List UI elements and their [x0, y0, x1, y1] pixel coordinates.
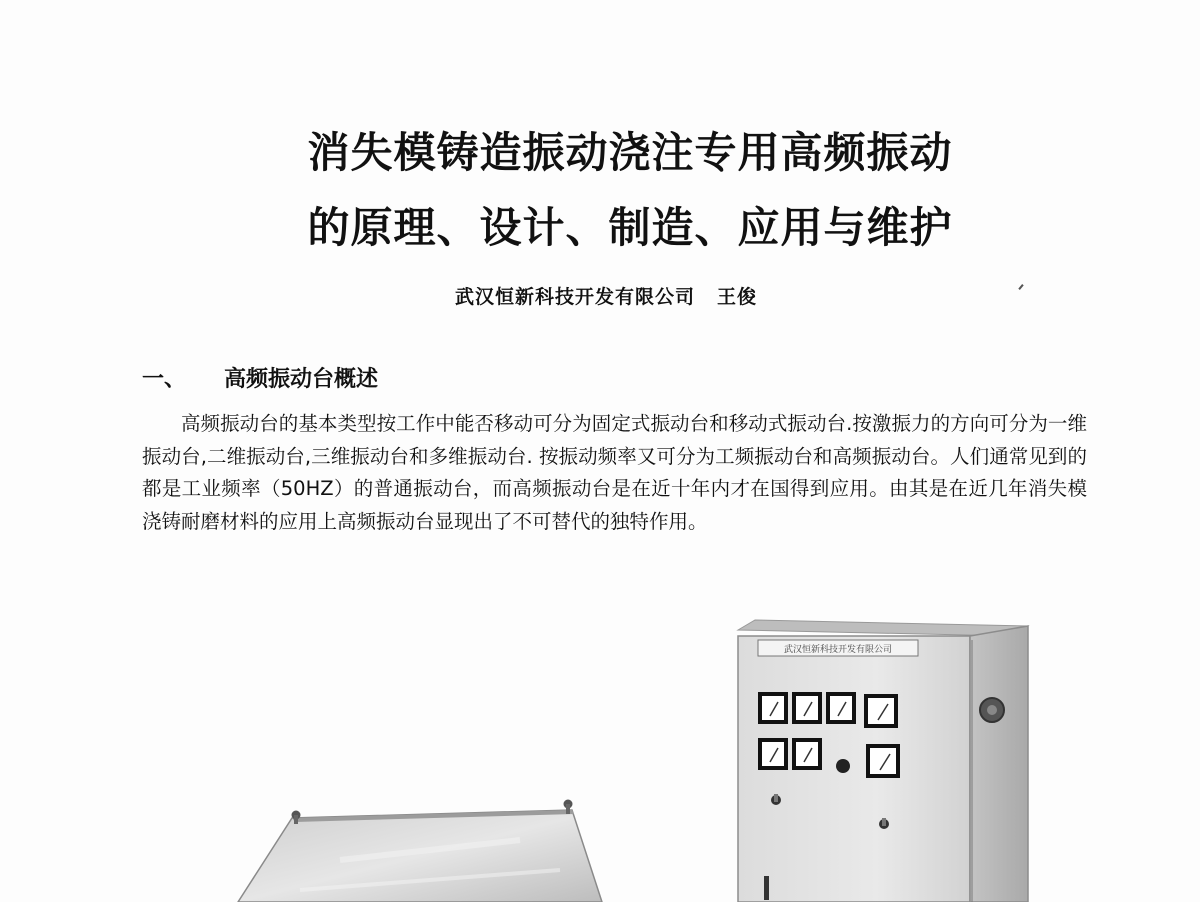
section-number: 一、 — [142, 367, 187, 392]
equipment-photo-svg — [0, 600, 1200, 902]
byline — [455, 282, 757, 309]
title-line-1: 消失模铸造振动浇注专用高频振动 — [307, 128, 953, 177]
author-name: 王俊 — [717, 286, 758, 308]
title-line-2: 的原理、设计、制造、应用与维护 — [307, 203, 953, 252]
scan-speck — [1018, 284, 1023, 290]
equipment-photo — [0, 600, 1200, 902]
section-paragraph: 高频振动台的基本类型按工作中能否移动可分为固定式振动台和移动式振动台.按激振力的方向可分为一维振动台,二维振动台,三维振动台和多维振动台. 按振动频率又可分为工频振动台和高频振动台。人们通常见到的都是工业频率（50HZ）的普通振动台，而高频振动台是在近十年内才在国得到应用。由其是在近几年消失模浇铸耐磨材料的应用上高频振动台显现出了不可替代的独特作用。 — [142, 412, 1087, 533]
section-heading — [142, 362, 378, 393]
organization-name: 武汉恒新科技开发有限公司 — [455, 286, 696, 308]
vibration-table — [238, 800, 602, 902]
control-cabinet — [738, 620, 1028, 902]
cabinet-label: 武汉恒新科技开发有限公司 — [783, 645, 893, 655]
section-title: 高频振动台概述 — [224, 367, 379, 392]
